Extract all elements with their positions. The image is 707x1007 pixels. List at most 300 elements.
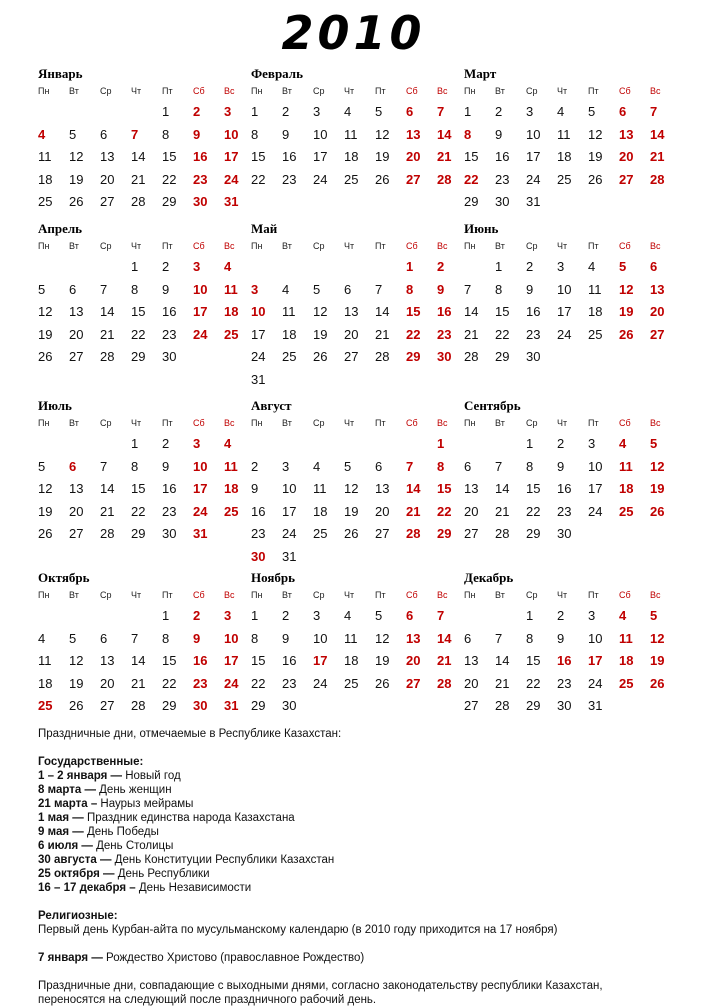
day-cell: 22 <box>526 503 541 519</box>
day-cell: 30 <box>162 349 177 364</box>
day-cell: 15 <box>251 653 266 668</box>
day-cell: 13 <box>344 304 359 319</box>
day-cell: 29 <box>131 349 146 364</box>
day-cell: 30 <box>557 698 572 713</box>
day-cell: 8 <box>162 126 170 142</box>
day-cell-holiday: 22 <box>437 503 452 519</box>
month-name: Март <box>464 66 497 81</box>
day-cell: 23 <box>526 326 541 342</box>
weekday-label: Вт <box>69 86 79 96</box>
day-cell-holiday: 11 <box>224 458 238 474</box>
day-cell: 21 <box>375 326 390 342</box>
day-cell: 4 <box>313 458 321 474</box>
day-cell: 8 <box>526 458 534 474</box>
day-cell: 17 <box>588 481 603 496</box>
month-block <box>38 398 253 568</box>
day-cell-holiday: 30 <box>437 349 452 364</box>
weekday-label: Вс <box>650 590 661 600</box>
day-cell: 6 <box>344 281 352 297</box>
weekday-label: Пт <box>162 241 173 251</box>
day-cell: 1 <box>251 608 259 623</box>
day-cell: 19 <box>69 675 84 691</box>
day-cell: 2 <box>162 259 170 274</box>
day-cell: 17 <box>282 503 297 519</box>
day-cell: 28 <box>495 698 510 713</box>
weekday-label: Пт <box>588 241 599 251</box>
day-cell-holiday: 6 <box>69 458 77 474</box>
month-block <box>38 66 253 236</box>
day-cell-holiday: 9 <box>193 126 201 142</box>
day-cell: 1 <box>526 608 534 623</box>
day-cell: 28 <box>495 526 510 541</box>
day-cell: 2 <box>495 104 503 119</box>
day-cell: 10 <box>588 458 603 474</box>
month-name: Ноябрь <box>251 570 296 585</box>
religious-heading: Религиозные: <box>38 910 118 922</box>
day-cell: 3 <box>313 608 321 623</box>
month-name: Сентябрь <box>464 398 521 413</box>
day-cell: 2 <box>162 436 170 451</box>
day-cell: 28 <box>464 349 479 364</box>
day-cell-holiday: 9 <box>193 630 201 646</box>
day-cell: 7 <box>100 458 108 474</box>
weekday-label: Вт <box>495 418 505 428</box>
weekday-label: Сб <box>406 590 418 600</box>
weekday-label: Пт <box>162 590 173 600</box>
weekday-label: Сб <box>406 418 418 428</box>
day-cell: 21 <box>131 675 146 691</box>
state-holiday-item <box>38 881 688 895</box>
day-cell-holiday: 28 <box>406 526 421 541</box>
day-cell-holiday: 22 <box>464 171 479 187</box>
day-cell-holiday: 29 <box>406 349 421 364</box>
weekday-label: Пт <box>375 86 386 96</box>
day-cell: 12 <box>38 304 53 319</box>
weekday-label: Чт <box>131 590 142 600</box>
weekday-label: Пн <box>464 241 476 251</box>
day-cell-holiday: 21 <box>437 149 452 164</box>
day-cell-holiday: 24 <box>193 503 208 519</box>
day-cell: 8 <box>495 281 503 297</box>
weekday-label: Пт <box>162 418 173 428</box>
weekday-label: Вс <box>224 86 235 96</box>
day-cell: 15 <box>162 149 177 164</box>
day-cell: 3 <box>588 436 596 451</box>
day-cell-holiday: 6 <box>406 104 414 119</box>
day-cell: 1 <box>464 104 472 119</box>
day-cell: 12 <box>313 304 328 319</box>
day-cell: 11 <box>38 653 52 668</box>
holiday-desc: Праздник единства народа Казахстана <box>83 812 295 824</box>
day-cell: 23 <box>282 675 297 691</box>
christmas-date: 7 января — <box>38 952 103 964</box>
day-cell-holiday: 6 <box>650 259 658 274</box>
day-cell: 28 <box>100 349 115 364</box>
weekday-label: Чт <box>131 241 142 251</box>
weekday-label: Пн <box>464 418 476 428</box>
month-name: Январь <box>38 66 83 81</box>
day-cell: 22 <box>162 675 177 691</box>
day-cell-holiday: 28 <box>437 675 452 691</box>
weekday-label: Чт <box>344 86 355 96</box>
day-cell-holiday: 6 <box>406 608 414 623</box>
weekday-label: Вт <box>69 418 79 428</box>
day-cell: 12 <box>69 653 84 668</box>
day-cell: 5 <box>375 608 383 623</box>
day-cell: 11 <box>588 281 602 297</box>
day-cell: 19 <box>588 149 603 164</box>
day-cell: 24 <box>313 675 328 691</box>
day-cell-holiday: 14 <box>650 126 665 142</box>
state-holiday-item <box>38 825 688 839</box>
day-cell: 15 <box>526 653 541 668</box>
day-cell: 25 <box>38 194 53 209</box>
day-cell: 15 <box>495 304 510 319</box>
day-cell: 22 <box>251 675 266 691</box>
day-cell-holiday: 7 <box>437 608 445 623</box>
day-cell-holiday: 31 <box>224 698 239 713</box>
day-cell-holiday: 2 <box>437 259 445 274</box>
day-cell-holiday: 5 <box>650 436 658 451</box>
day-cell: 27 <box>69 349 84 364</box>
day-cell: 6 <box>100 630 108 646</box>
weekday-label: Чт <box>557 418 568 428</box>
day-cell: 19 <box>313 326 328 342</box>
day-cell: 10 <box>557 281 572 297</box>
holiday-date: 9 мая — <box>38 826 84 838</box>
day-cell-holiday: 31 <box>224 194 239 209</box>
day-cell: 8 <box>162 630 170 646</box>
day-cell: 16 <box>282 149 297 164</box>
day-cell: 10 <box>588 630 603 646</box>
christmas-desc: Рождество Христово (православное Рождество) <box>102 952 365 964</box>
weekday-label: Вт <box>495 241 505 251</box>
day-cell: 19 <box>69 171 84 187</box>
weekday-label: Вт <box>495 86 505 96</box>
day-cell: 21 <box>495 503 510 519</box>
day-cell: 24 <box>588 503 603 519</box>
day-cell: 27 <box>100 698 115 713</box>
day-cell: 16 <box>557 481 572 496</box>
day-cell: 24 <box>313 171 328 187</box>
day-cell: 15 <box>162 653 177 668</box>
holiday-desc: День Конституции Республики Казахстан <box>111 854 335 866</box>
day-cell: 28 <box>100 526 115 541</box>
weekday-label: Чт <box>131 418 142 428</box>
weekday-label: Пн <box>464 86 476 96</box>
day-cell: 30 <box>526 349 541 364</box>
weekday-label: Вс <box>650 418 661 428</box>
day-cell: 27 <box>100 194 115 209</box>
day-cell: 27 <box>344 349 359 364</box>
day-cell: 11 <box>313 481 327 496</box>
holiday-date: 30 августа — <box>38 854 112 866</box>
day-cell: 14 <box>131 149 146 164</box>
day-cell: 21 <box>100 503 115 519</box>
day-cell-holiday: 13 <box>406 126 421 142</box>
day-cell: 6 <box>100 126 108 142</box>
day-cell: 26 <box>375 171 390 187</box>
day-cell: 14 <box>464 304 479 319</box>
day-cell: 20 <box>100 675 115 691</box>
holiday-desc: День Победы <box>83 826 159 838</box>
day-cell: 16 <box>526 304 541 319</box>
day-cell: 29 <box>162 194 177 209</box>
day-cell-holiday: 21 <box>650 149 665 164</box>
day-cell: 2 <box>282 104 290 119</box>
day-cell-holiday: 8 <box>464 126 472 142</box>
weekday-label: Ср <box>100 86 112 96</box>
day-cell: 23 <box>251 526 266 541</box>
christmas-line <box>38 951 688 965</box>
day-cell-holiday: 14 <box>437 126 452 142</box>
day-cell: 13 <box>100 149 115 164</box>
weekday-label: Сб <box>193 86 205 96</box>
weekday-label: Пн <box>38 241 50 251</box>
day-cell-holiday: 7 <box>650 104 658 119</box>
month-block <box>251 66 466 236</box>
day-cell: 13 <box>464 481 479 496</box>
day-cell: 4 <box>588 259 596 274</box>
day-cell: 14 <box>100 304 115 319</box>
holiday-notes <box>38 727 688 1007</box>
day-cell: 10 <box>313 630 328 646</box>
day-cell-holiday: 6 <box>619 104 627 119</box>
day-cell-holiday: 10 <box>224 630 239 646</box>
holiday-desc: День Независимости <box>135 882 252 894</box>
day-cell: 29 <box>251 698 266 713</box>
day-cell-holiday: 3 <box>193 436 201 451</box>
day-cell-holiday: 27 <box>406 171 421 187</box>
day-cell: 24 <box>251 349 266 364</box>
day-cell: 12 <box>38 481 53 496</box>
day-cell: 8 <box>251 630 259 646</box>
day-cell-holiday: 16 <box>193 149 208 164</box>
weekday-label: Вс <box>224 418 235 428</box>
weekday-label: Сб <box>193 418 205 428</box>
weekday-label: Сб <box>406 241 418 251</box>
weekday-label: Пн <box>251 241 263 251</box>
state-holiday-item <box>38 867 688 881</box>
day-cell: 14 <box>375 304 390 319</box>
day-cell-holiday: 27 <box>619 171 634 187</box>
day-cell: 15 <box>131 481 146 496</box>
day-cell: 3 <box>588 608 596 623</box>
day-cell: 30 <box>162 526 177 541</box>
day-cell-holiday: 21 <box>406 503 421 519</box>
day-cell: 22 <box>131 503 146 519</box>
weekday-label: Чт <box>344 418 355 428</box>
day-cell: 11 <box>557 126 571 142</box>
weekday-label: Пт <box>588 590 599 600</box>
month-block <box>251 398 466 568</box>
day-cell: 16 <box>162 304 177 319</box>
weekday-label: Пт <box>375 590 386 600</box>
day-cell: 8 <box>131 281 139 297</box>
day-cell: 5 <box>38 458 46 474</box>
day-cell: 2 <box>282 608 290 623</box>
day-cell: 20 <box>464 503 479 519</box>
day-cell: 8 <box>251 126 259 142</box>
day-cell: 13 <box>100 653 115 668</box>
day-cell: 22 <box>526 675 541 691</box>
weekday-label: Пн <box>38 418 50 428</box>
weekday-label: Вс <box>437 418 448 428</box>
day-cell-holiday: 3 <box>251 281 259 297</box>
day-cell: 16 <box>495 149 510 164</box>
day-cell: 16 <box>251 503 266 519</box>
day-cell: 23 <box>557 675 572 691</box>
day-cell: 5 <box>588 104 596 119</box>
day-cell-holiday: 16 <box>437 304 452 319</box>
day-cell: 19 <box>344 503 359 519</box>
weekday-label: Ср <box>526 418 538 428</box>
day-cell: 4 <box>344 608 352 623</box>
month-block <box>251 221 466 391</box>
day-cell-holiday: 26 <box>650 675 665 691</box>
day-cell-holiday: 4 <box>619 436 627 451</box>
weekday-label: Пт <box>162 86 173 96</box>
day-cell-holiday: 21 <box>437 653 452 668</box>
day-cell: 29 <box>131 526 146 541</box>
day-cell-holiday: 31 <box>193 526 208 541</box>
weekday-label: Вс <box>224 590 235 600</box>
day-cell: 13 <box>69 481 84 496</box>
day-cell: 1 <box>526 436 534 451</box>
holiday-date: 21 марта – <box>38 798 98 810</box>
day-cell: 14 <box>100 481 115 496</box>
day-cell: 20 <box>69 326 84 342</box>
day-cell: 6 <box>464 630 472 646</box>
day-cell-holiday: 24 <box>224 675 239 691</box>
weekday-label: Ср <box>100 241 112 251</box>
day-cell: 25 <box>282 349 297 364</box>
day-cell-holiday: 4 <box>224 436 232 451</box>
day-cell: 27 <box>464 526 479 541</box>
weekday-label: Ср <box>526 241 538 251</box>
day-cell-holiday: 7 <box>406 458 414 474</box>
holiday-desc: Наурыз мейрамы <box>97 798 194 810</box>
weekday-label: Вт <box>282 418 292 428</box>
day-cell-holiday: 4 <box>38 126 46 142</box>
weekday-label: Вс <box>437 86 448 96</box>
day-cell: 28 <box>375 349 390 364</box>
day-cell: 26 <box>313 349 328 364</box>
religious-text: Первый день Курбан-айта по мусульманскому календарю (в 2010 году приходится на 17 ноября) <box>38 924 558 936</box>
day-cell-holiday: 18 <box>619 481 634 496</box>
day-cell: 15 <box>526 481 541 496</box>
day-cell: 26 <box>588 171 603 187</box>
day-cell: 13 <box>464 653 479 668</box>
day-cell: 12 <box>588 126 603 142</box>
day-cell: 29 <box>495 349 510 364</box>
weekday-label: Пт <box>375 241 386 251</box>
weekday-label: Вт <box>282 86 292 96</box>
day-cell: 14 <box>495 653 510 668</box>
day-cell: 15 <box>464 149 479 164</box>
day-cell-holiday: 25 <box>619 675 634 691</box>
day-cell: 7 <box>375 281 383 297</box>
day-cell: 26 <box>38 526 53 541</box>
day-cell: 2 <box>557 436 565 451</box>
day-cell: 25 <box>344 675 359 691</box>
day-cell: 20 <box>344 326 359 342</box>
day-cell-holiday: 12 <box>619 281 634 297</box>
day-cell: 26 <box>344 526 359 541</box>
day-cell: 26 <box>69 698 84 713</box>
day-cell: 27 <box>464 698 479 713</box>
transfer-line-2: переносятся на следующий после праздничного рабочий день. <box>38 994 377 1006</box>
day-cell-holiday: 30 <box>193 698 208 713</box>
weekday-label: Пн <box>464 590 476 600</box>
day-cell: 10 <box>282 481 297 496</box>
day-cell: 19 <box>375 653 390 668</box>
weekday-label: Ср <box>313 418 325 428</box>
weekday-label: Чт <box>557 590 568 600</box>
day-cell-holiday: 5 <box>619 259 627 274</box>
day-cell: 5 <box>313 281 321 297</box>
holiday-date: 8 марта — <box>38 784 96 796</box>
month-block <box>464 398 679 568</box>
day-cell-holiday: 19 <box>650 481 665 496</box>
weekday-label: Вс <box>650 86 661 96</box>
notes-intro: Праздничные дни, отмечаемые в Республике Казахстан: <box>38 728 342 740</box>
day-cell-holiday: 30 <box>193 194 208 209</box>
day-cell: 15 <box>131 304 146 319</box>
day-cell: 3 <box>557 259 565 274</box>
day-cell: 18 <box>38 171 53 187</box>
day-cell: 24 <box>557 326 572 342</box>
day-cell: 9 <box>557 630 565 646</box>
day-cell: 11 <box>282 304 296 319</box>
day-cell: 23 <box>282 171 297 187</box>
day-cell-holiday: 24 <box>193 326 208 342</box>
day-cell: 1 <box>131 259 139 274</box>
day-cell: 29 <box>464 194 479 209</box>
day-cell-holiday: 11 <box>619 630 633 646</box>
day-cell: 23 <box>495 171 510 187</box>
day-cell: 25 <box>557 171 572 187</box>
day-cell-holiday: 17 <box>224 149 239 164</box>
day-cell-holiday: 8 <box>406 281 414 297</box>
day-cell: 7 <box>495 630 503 646</box>
weekday-label: Вт <box>69 241 79 251</box>
day-cell: 25 <box>313 526 328 541</box>
day-cell: 22 <box>495 326 510 342</box>
day-cell: 28 <box>131 194 146 209</box>
day-cell: 5 <box>344 458 352 474</box>
day-cell: 22 <box>251 171 266 187</box>
day-cell-holiday: 4 <box>619 608 627 623</box>
day-cell-holiday: 4 <box>224 259 232 274</box>
holiday-date: 25 октября — <box>38 868 115 880</box>
weekday-label: Ср <box>526 86 538 96</box>
day-cell-holiday: 1 <box>437 436 445 451</box>
day-cell: 30 <box>557 526 572 541</box>
day-cell: 9 <box>526 281 534 297</box>
day-cell: 23 <box>162 326 177 342</box>
day-cell: 8 <box>526 630 534 646</box>
month-name: Апрель <box>38 221 83 236</box>
month-name: Октябрь <box>38 570 90 585</box>
day-cell: 4 <box>344 104 352 119</box>
weekday-label: Сб <box>193 241 205 251</box>
weekday-label: Сб <box>193 590 205 600</box>
day-cell: 29 <box>526 526 541 541</box>
day-cell-holiday: 25 <box>224 326 239 342</box>
day-cell: 23 <box>162 503 177 519</box>
day-cell-holiday: 18 <box>224 481 239 496</box>
